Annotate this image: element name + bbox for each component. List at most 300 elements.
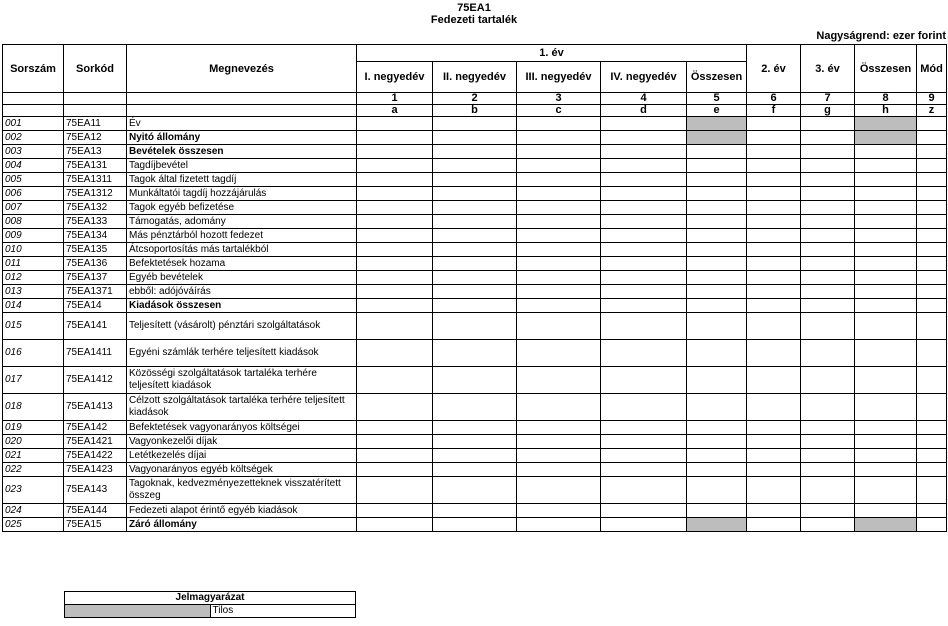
- row-sorkod: 75EA1411: [64, 340, 127, 367]
- row-sorkod: 75EA135: [64, 243, 127, 257]
- row-megnevezes: Teljesített (vásárolt) pénztári szolgáltatások: [127, 313, 357, 340]
- value-cell[interactable]: [687, 215, 747, 229]
- table-row: [3, 243, 947, 257]
- value-cell[interactable]: [917, 518, 947, 532]
- value-cell[interactable]: [433, 187, 517, 201]
- value-cell[interactable]: [687, 313, 747, 340]
- header-sorszam: Sorszám: [3, 45, 64, 93]
- value-cell[interactable]: [917, 504, 947, 518]
- legend-tilos-label: Tilos: [210, 605, 356, 618]
- value-cell[interactable]: [855, 257, 917, 271]
- col-num: 8: [855, 93, 917, 105]
- value-cell[interactable]: [357, 173, 433, 187]
- value-cell[interactable]: [357, 449, 433, 463]
- value-cell[interactable]: [357, 285, 433, 299]
- value-cell[interactable]: [517, 367, 601, 394]
- value-cell[interactable]: [357, 159, 433, 173]
- value-cell[interactable]: [801, 313, 855, 340]
- value-cell[interactable]: [801, 215, 855, 229]
- value-cell[interactable]: [801, 504, 855, 518]
- value-cell[interactable]: [433, 299, 517, 313]
- value-cell[interactable]: [357, 271, 433, 285]
- col-letter: f: [747, 105, 801, 117]
- row-sorkod: 75EA13: [64, 145, 127, 159]
- value-cell[interactable]: [801, 271, 855, 285]
- value-cell[interactable]: [601, 367, 687, 394]
- value-cell[interactable]: [855, 271, 917, 285]
- value-cell[interactable]: [687, 201, 747, 215]
- legend-tilos-swatch: [65, 605, 211, 618]
- value-cell[interactable]: [601, 504, 687, 518]
- table-row: [3, 117, 947, 131]
- header-mod: Mód: [917, 45, 947, 93]
- value-cell[interactable]: [601, 201, 687, 215]
- value-cell[interactable]: [601, 463, 687, 477]
- col-num: 6: [747, 93, 801, 105]
- value-cell[interactable]: [433, 518, 517, 532]
- value-cell[interactable]: [687, 463, 747, 477]
- value-cell[interactable]: [855, 435, 917, 449]
- value-cell[interactable]: [917, 159, 947, 173]
- value-cell[interactable]: [855, 187, 917, 201]
- value-cell[interactable]: [433, 243, 517, 257]
- value-cell[interactable]: [855, 145, 917, 159]
- table-row: [3, 145, 947, 159]
- value-cell[interactable]: [917, 215, 947, 229]
- value-cell[interactable]: [517, 131, 601, 145]
- value-cell[interactable]: [357, 131, 433, 145]
- value-cell[interactable]: [747, 173, 801, 187]
- value-cell[interactable]: [357, 340, 433, 367]
- row-sorkod: 75EA1371: [64, 285, 127, 299]
- value-cell[interactable]: [747, 285, 801, 299]
- value-cell[interactable]: [801, 173, 855, 187]
- value-cell[interactable]: [917, 435, 947, 449]
- value-cell[interactable]: [801, 394, 855, 421]
- forbidden-cell: [855, 117, 917, 131]
- value-cell[interactable]: [687, 340, 747, 367]
- row-sorkod: 75EA133: [64, 215, 127, 229]
- value-cell[interactable]: [855, 367, 917, 394]
- value-cell[interactable]: [917, 229, 947, 243]
- table-row: [3, 229, 947, 243]
- value-cell[interactable]: [357, 313, 433, 340]
- value-cell[interactable]: [517, 518, 601, 532]
- value-cell[interactable]: [801, 463, 855, 477]
- report-title-block: [0, 2, 948, 26]
- value-cell[interactable]: [917, 299, 947, 313]
- value-cell[interactable]: [517, 394, 601, 421]
- value-cell[interactable]: [801, 229, 855, 243]
- value-cell[interactable]: [917, 285, 947, 299]
- value-cell[interactable]: [433, 435, 517, 449]
- value-cell[interactable]: [517, 299, 601, 313]
- value-cell[interactable]: [687, 243, 747, 257]
- row-megnevezes: Vagyonarányos egyéb költségek: [127, 463, 357, 477]
- row-sorszam: 021: [3, 449, 64, 463]
- value-cell[interactable]: [687, 435, 747, 449]
- value-cell[interactable]: [801, 477, 855, 504]
- value-cell[interactable]: [517, 173, 601, 187]
- value-cell[interactable]: [517, 187, 601, 201]
- value-cell[interactable]: [855, 463, 917, 477]
- table-body: [3, 117, 947, 532]
- row-sorkod: 75EA131: [64, 159, 127, 173]
- value-cell[interactable]: [357, 477, 433, 504]
- value-cell[interactable]: [855, 299, 917, 313]
- value-cell[interactable]: [601, 299, 687, 313]
- report-code: 75EA1: [457, 2, 491, 14]
- value-cell[interactable]: [517, 271, 601, 285]
- value-cell[interactable]: [687, 271, 747, 285]
- value-cell[interactable]: [855, 215, 917, 229]
- value-cell[interactable]: [801, 131, 855, 145]
- value-cell[interactable]: [517, 449, 601, 463]
- value-cell[interactable]: [357, 117, 433, 131]
- row-megnevezes: Fedezeti alapot érintő egyéb kiadások: [127, 504, 357, 518]
- value-cell[interactable]: [747, 367, 801, 394]
- value-cell[interactable]: [917, 131, 947, 145]
- legend: [64, 591, 356, 618]
- row-megnevezes: Más pénztárból hozott fedezet: [127, 229, 357, 243]
- value-cell[interactable]: [747, 257, 801, 271]
- value-cell[interactable]: [357, 299, 433, 313]
- row-megnevezes: Tagok egyéb befizetése: [127, 201, 357, 215]
- value-cell[interactable]: [801, 257, 855, 271]
- value-cell[interactable]: [357, 257, 433, 271]
- value-cell[interactable]: [601, 173, 687, 187]
- value-cell[interactable]: [517, 285, 601, 299]
- value-cell[interactable]: [747, 313, 801, 340]
- value-cell[interactable]: [747, 477, 801, 504]
- value-cell[interactable]: [687, 299, 747, 313]
- value-cell[interactable]: [917, 449, 947, 463]
- table-row: [3, 367, 947, 394]
- value-cell[interactable]: [601, 518, 687, 532]
- value-cell[interactable]: [917, 421, 947, 435]
- row-megnevezes: Munkáltatói tagdíj hozzájárulás: [127, 187, 357, 201]
- row-sorkod: 75EA14: [64, 299, 127, 313]
- value-cell[interactable]: [747, 518, 801, 532]
- col-letter: z: [917, 105, 947, 117]
- value-cell[interactable]: [747, 187, 801, 201]
- value-cell[interactable]: [801, 243, 855, 257]
- value-cell[interactable]: [801, 145, 855, 159]
- value-cell[interactable]: [801, 518, 855, 532]
- row-megnevezes: Egyéb bevételek: [127, 271, 357, 285]
- value-cell[interactable]: [433, 117, 517, 131]
- value-cell[interactable]: [687, 394, 747, 421]
- value-cell[interactable]: [855, 421, 917, 435]
- value-cell[interactable]: [517, 421, 601, 435]
- value-cell[interactable]: [433, 215, 517, 229]
- value-cell[interactable]: [747, 421, 801, 435]
- header-year1: 1. év: [357, 45, 747, 62]
- row-megnevezes: Célzott szolgáltatások tartaléka terhére teljesített kiadások: [127, 394, 357, 421]
- row-sorszam: 006: [3, 187, 64, 201]
- value-cell[interactable]: [601, 243, 687, 257]
- value-cell[interactable]: [601, 340, 687, 367]
- value-cell[interactable]: [517, 504, 601, 518]
- row-sorszam: 023: [3, 477, 64, 504]
- value-cell[interactable]: [601, 229, 687, 243]
- value-cell[interactable]: [357, 463, 433, 477]
- row-megnevezes: Közösségi szolgáltatások tartaléka terhére teljesített kiadások: [127, 367, 357, 394]
- row-sorkod: 75EA1311: [64, 173, 127, 187]
- row-megnevezes: Vagyonkezelői díjak: [127, 435, 357, 449]
- row-sorszam: 022: [3, 463, 64, 477]
- value-cell[interactable]: [687, 229, 747, 243]
- value-cell[interactable]: [517, 477, 601, 504]
- table-row: [3, 340, 947, 367]
- value-cell[interactable]: [687, 145, 747, 159]
- value-cell[interactable]: [917, 201, 947, 215]
- value-cell[interactable]: [801, 421, 855, 435]
- data-table: [2, 44, 947, 532]
- value-cell[interactable]: [747, 449, 801, 463]
- value-cell[interactable]: [601, 117, 687, 131]
- value-cell[interactable]: [517, 159, 601, 173]
- value-cell[interactable]: [917, 313, 947, 340]
- value-cell[interactable]: [433, 159, 517, 173]
- value-cell[interactable]: [747, 299, 801, 313]
- value-cell[interactable]: [357, 367, 433, 394]
- table-row: [3, 477, 947, 504]
- value-cell[interactable]: [747, 145, 801, 159]
- header-megnevezes: Megnevezés: [127, 45, 357, 93]
- value-cell[interactable]: [433, 340, 517, 367]
- col-num: 7: [801, 93, 855, 105]
- value-cell[interactable]: [747, 117, 801, 131]
- value-cell[interactable]: [357, 394, 433, 421]
- row-sorszam: 017: [3, 367, 64, 394]
- value-cell[interactable]: [433, 201, 517, 215]
- value-cell[interactable]: [517, 145, 601, 159]
- value-cell[interactable]: [433, 504, 517, 518]
- row-megnevezes: Átcsoportosítás más tartalékból: [127, 243, 357, 257]
- value-cell[interactable]: [357, 504, 433, 518]
- value-cell[interactable]: [601, 394, 687, 421]
- value-cell[interactable]: [517, 313, 601, 340]
- value-cell[interactable]: [917, 173, 947, 187]
- row-megnevezes: Befektetések vagyonarányos költségei: [127, 421, 357, 435]
- value-cell[interactable]: [601, 285, 687, 299]
- value-cell[interactable]: [687, 477, 747, 504]
- value-cell[interactable]: [917, 257, 947, 271]
- value-cell[interactable]: [855, 340, 917, 367]
- value-cell[interactable]: [855, 243, 917, 257]
- value-cell[interactable]: [433, 257, 517, 271]
- value-cell[interactable]: [357, 187, 433, 201]
- value-cell[interactable]: [687, 257, 747, 271]
- value-cell[interactable]: [917, 243, 947, 257]
- value-cell[interactable]: [855, 313, 917, 340]
- value-cell[interactable]: [917, 394, 947, 421]
- value-cell[interactable]: [801, 285, 855, 299]
- row-sorszam: 016: [3, 340, 64, 367]
- col-letter: h: [855, 105, 917, 117]
- value-cell[interactable]: [801, 340, 855, 367]
- value-cell[interactable]: [917, 271, 947, 285]
- value-cell[interactable]: [687, 449, 747, 463]
- value-cell[interactable]: [855, 504, 917, 518]
- header-year3: 3. év: [801, 45, 855, 93]
- value-cell[interactable]: [801, 367, 855, 394]
- value-cell[interactable]: [917, 463, 947, 477]
- value-cell[interactable]: [917, 145, 947, 159]
- value-cell[interactable]: [433, 145, 517, 159]
- value-cell[interactable]: [855, 201, 917, 215]
- row-megnevezes: Egyéni számlák terhére teljesített kiadások: [127, 340, 357, 367]
- value-cell[interactable]: [517, 463, 601, 477]
- value-cell[interactable]: [601, 215, 687, 229]
- value-cell[interactable]: [357, 145, 433, 159]
- header-sorkod: Sorkód: [64, 45, 127, 93]
- row-sorkod: 75EA137: [64, 271, 127, 285]
- report-name: Fedezeti tartalék: [430, 14, 518, 26]
- value-cell[interactable]: [747, 159, 801, 173]
- value-cell[interactable]: [601, 159, 687, 173]
- value-cell[interactable]: [357, 435, 433, 449]
- value-cell[interactable]: [433, 477, 517, 504]
- value-cell[interactable]: [601, 477, 687, 504]
- value-cell[interactable]: [433, 449, 517, 463]
- value-cell[interactable]: [801, 159, 855, 173]
- value-cell[interactable]: [517, 257, 601, 271]
- value-cell[interactable]: [601, 313, 687, 340]
- value-cell[interactable]: [357, 421, 433, 435]
- value-cell[interactable]: [747, 131, 801, 145]
- value-cell[interactable]: [855, 285, 917, 299]
- value-cell[interactable]: [855, 159, 917, 173]
- value-cell[interactable]: [917, 187, 947, 201]
- value-cell[interactable]: [517, 215, 601, 229]
- value-cell[interactable]: [855, 173, 917, 187]
- row-sorszam: 010: [3, 243, 64, 257]
- value-cell[interactable]: [687, 504, 747, 518]
- row-sorkod: 75EA136: [64, 257, 127, 271]
- value-cell[interactable]: [747, 340, 801, 367]
- value-cell[interactable]: [855, 477, 917, 504]
- value-cell[interactable]: [855, 229, 917, 243]
- value-cell[interactable]: [517, 117, 601, 131]
- value-cell[interactable]: [357, 518, 433, 532]
- value-cell[interactable]: [357, 229, 433, 243]
- table-row: [3, 394, 947, 421]
- table-row: [3, 313, 947, 340]
- value-cell[interactable]: [747, 394, 801, 421]
- forbidden-cell: [855, 131, 917, 145]
- header-q4: IV. negyedév: [601, 62, 687, 93]
- row-megnevezes: Letétkezelés díjai: [127, 449, 357, 463]
- value-cell[interactable]: [433, 367, 517, 394]
- row-sorszam: 013: [3, 285, 64, 299]
- value-cell[interactable]: [687, 187, 747, 201]
- value-cell[interactable]: [747, 229, 801, 243]
- value-cell[interactable]: [917, 477, 947, 504]
- value-cell[interactable]: [801, 201, 855, 215]
- value-cell[interactable]: [917, 117, 947, 131]
- value-cell[interactable]: [747, 435, 801, 449]
- value-cell[interactable]: [801, 187, 855, 201]
- value-cell[interactable]: [433, 271, 517, 285]
- row-sorszam: 011: [3, 257, 64, 271]
- value-cell[interactable]: [517, 229, 601, 243]
- value-cell[interactable]: [687, 173, 747, 187]
- value-cell[interactable]: [855, 394, 917, 421]
- value-cell[interactable]: [601, 145, 687, 159]
- row-sorkod: 75EA144: [64, 504, 127, 518]
- value-cell[interactable]: [517, 243, 601, 257]
- value-cell[interactable]: [601, 449, 687, 463]
- row-sorkod: 75EA141: [64, 313, 127, 340]
- value-cell[interactable]: [747, 463, 801, 477]
- value-cell[interactable]: [357, 201, 433, 215]
- value-cell[interactable]: [357, 215, 433, 229]
- table-row: [3, 159, 947, 173]
- value-cell[interactable]: [433, 394, 517, 421]
- row-megnevezes: Záró állomány: [127, 518, 357, 532]
- row-megnevezes: ebből: adójóváírás: [127, 285, 357, 299]
- value-cell[interactable]: [747, 271, 801, 285]
- value-cell[interactable]: [687, 285, 747, 299]
- value-cell[interactable]: [433, 463, 517, 477]
- row-sorszam: 024: [3, 504, 64, 518]
- value-cell[interactable]: [517, 435, 601, 449]
- value-cell[interactable]: [855, 449, 917, 463]
- value-cell[interactable]: [357, 243, 433, 257]
- value-cell[interactable]: [917, 367, 947, 394]
- row-megnevezes: Tagok által fizetett tagdíj: [127, 173, 357, 187]
- value-cell[interactable]: [747, 504, 801, 518]
- value-cell[interactable]: [433, 285, 517, 299]
- value-cell[interactable]: [687, 159, 747, 173]
- value-cell[interactable]: [687, 421, 747, 435]
- value-cell[interactable]: [433, 131, 517, 145]
- col-letter: d: [601, 105, 687, 117]
- row-sorszam: 007: [3, 201, 64, 215]
- value-cell[interactable]: [601, 257, 687, 271]
- value-cell[interactable]: [601, 187, 687, 201]
- value-cell[interactable]: [601, 421, 687, 435]
- value-cell[interactable]: [601, 271, 687, 285]
- value-cell[interactable]: [433, 421, 517, 435]
- value-cell[interactable]: [801, 117, 855, 131]
- col-letter: b: [433, 105, 517, 117]
- value-cell[interactable]: [801, 449, 855, 463]
- value-cell[interactable]: [601, 435, 687, 449]
- col-num: 3: [517, 93, 601, 105]
- value-cell[interactable]: [747, 201, 801, 215]
- value-cell[interactable]: [747, 215, 801, 229]
- col-num: 5: [687, 93, 747, 105]
- value-cell[interactable]: [801, 435, 855, 449]
- value-cell[interactable]: [517, 340, 601, 367]
- value-cell[interactable]: [601, 131, 687, 145]
- value-cell[interactable]: [917, 340, 947, 367]
- table-row: [3, 449, 947, 463]
- value-cell[interactable]: [747, 243, 801, 257]
- legend-title: Jelmagyarázat: [65, 592, 356, 605]
- value-cell[interactable]: [517, 201, 601, 215]
- value-cell[interactable]: [687, 367, 747, 394]
- value-cell[interactable]: [433, 313, 517, 340]
- table-row: [3, 257, 947, 271]
- value-cell[interactable]: [433, 229, 517, 243]
- table-row: [3, 299, 947, 313]
- value-cell[interactable]: [801, 299, 855, 313]
- value-cell[interactable]: [433, 173, 517, 187]
